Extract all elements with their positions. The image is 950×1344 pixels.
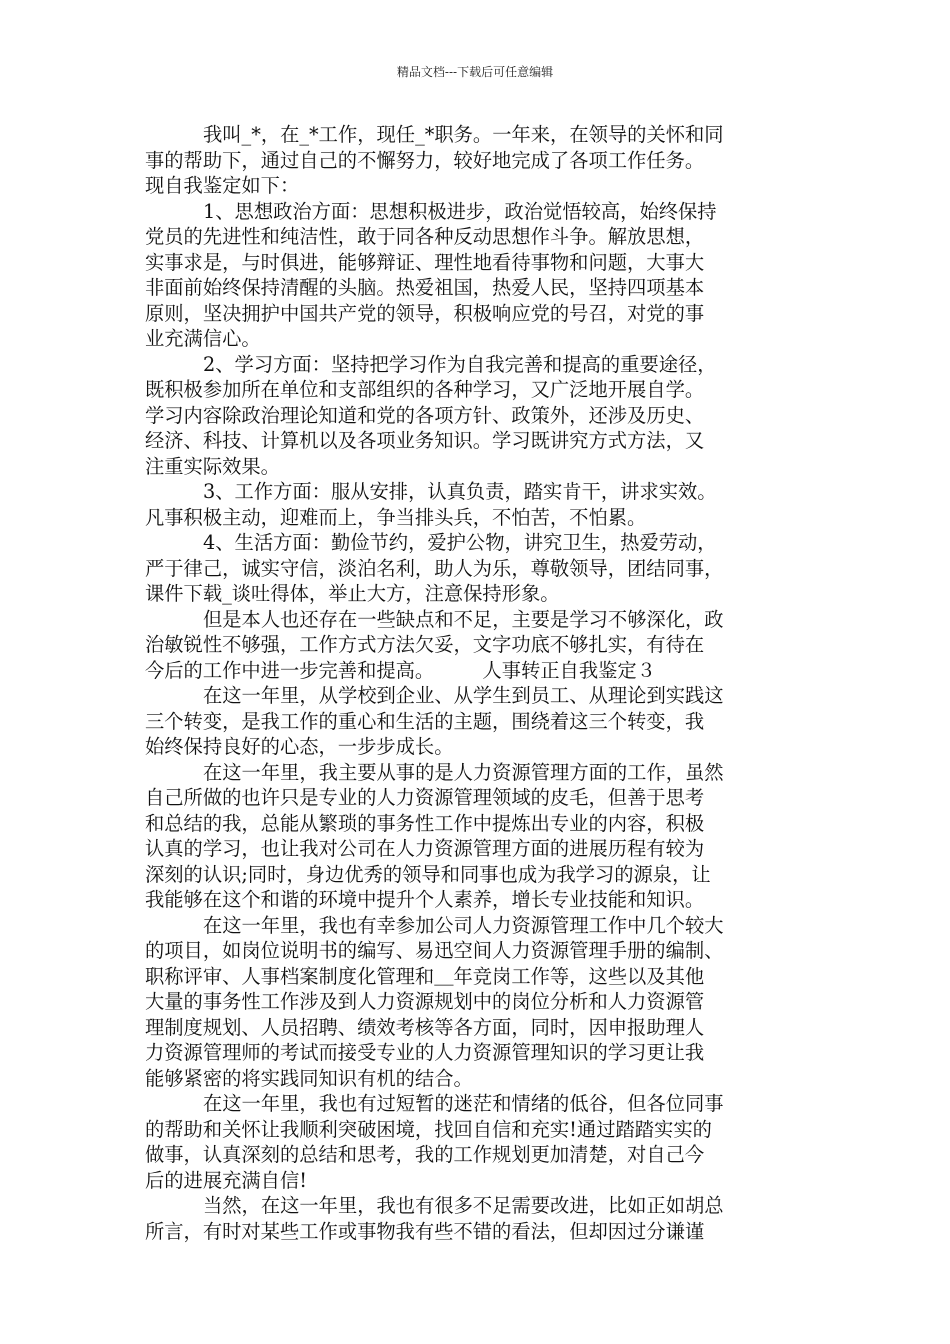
text-line: 的帮助和关怀让我顺利突破困境，找回自信和充实!通过踏踏实实的 xyxy=(145,1117,712,1141)
text-line: 自己所做的也许只是专业的人力资源管理领域的皮毛，但善于思考 xyxy=(145,786,705,809)
text-line: 非面前始终保持清醒的头脑。热爱祖国，热爱人民，坚持四项基本 xyxy=(145,276,705,299)
text-line: 深刻的认识;同时，身边优秀的领导和同事也成为我学习的源泉，让 xyxy=(145,862,711,886)
document-body xyxy=(145,122,805,1244)
text-line: 始终保持良好的心态，一步步成长。 xyxy=(145,735,454,758)
text-line: 后的进展充满自信! xyxy=(145,1168,307,1192)
text-line: 严于律己，诚实守信，淡泊名利，助人为乐，尊敬领导，团结同事， xyxy=(145,556,724,580)
text-line: 4、生活方面：勤俭节约，爱护公物，讲究卫生，热爱劳动， xyxy=(203,531,717,554)
text-line: 在这一年里，我也有过短暂的迷茫和情绪的低谷，但各位同事 xyxy=(203,1092,724,1115)
text-line: 事的帮助下，通过自己的不懈努力，较好地完成了各项工作任务。 xyxy=(145,148,705,172)
text-line: 凡事积极主动，迎难而上，争当排头兵，不怕苦，不怕累。 xyxy=(145,505,647,529)
text-line: 治敏锐性不够强，工作方式方法欠妥，文字功底不够扎实，有待在 xyxy=(145,633,705,656)
text-line: 认真的学习，也让我对公司在人力资源管理方面的进展历程有较为 xyxy=(145,837,705,860)
text-line: 1、思想政治方面：思想积极进步，政治觉悟较高，始终保持 xyxy=(203,199,717,223)
text-line: 我叫_*，在_*工作，现任_*职务。一年来，在领导的关怀和同 xyxy=(203,123,724,146)
text-line: 3、工作方面：服从安排，认真负责，踏实肯干，讲求实效。 xyxy=(203,480,717,503)
text-line: 业充满信心。 xyxy=(145,327,261,350)
text-line: 既积极参加所在单位和支部组织的各种学习，又广泛地开展自学。 xyxy=(145,378,705,401)
text-line: 在这一年里，我主要从事的是人力资源管理方面的工作，虽然 xyxy=(203,760,724,784)
text-line: 经济、科技、计算机以及各项业务知识。学习既讲究方式方法，又 xyxy=(145,429,705,452)
text-line: 职称评审、人事档案制度化管理和＿年竞岗工作等，这些以及其他 xyxy=(145,964,705,988)
text-line: 但是本人也还存在一些缺点和不足，主要是学习不够深化，政 xyxy=(203,607,724,631)
text-line: 课件下载_谈吐得体，举止大方，注意保持形象。 xyxy=(145,582,560,605)
text-line: 的项目，如岗位说明书的编写、易迅空间人力资源管理手册的编制、 xyxy=(145,939,724,962)
text-line: 实事求是，与时俱进，能够辩证、理性地看待事物和问题，大事大 xyxy=(145,250,705,274)
text-line: 能够紧密的将实践同知识有机的结合。 xyxy=(145,1066,473,1090)
text-line: 2、学习方面：坚持把学习作为自我完善和提高的重要途径， xyxy=(203,352,717,376)
text-line: 当然，在这一年里，我也有很多不足需要改进，比如正如胡总 xyxy=(203,1194,724,1217)
text-line: 理制度规划、人员招聘、绩效考核等各方面，同时，因申报助理人 xyxy=(145,1015,705,1039)
text-line: 和总结的我，总能从繁琐的事务性工作中提炼出专业的内容，积极 xyxy=(145,811,705,835)
text-line: 学习内容除政治理论知道和党的各项方针、政策外，还涉及历史、 xyxy=(145,403,705,427)
text-line: 力资源管理师的考试而接受专业的人力资源管理知识的学习更让我 xyxy=(145,1041,705,1064)
text-line: 做事，认真深刻的总结和思考，我的工作规划更加清楚，对自己今 xyxy=(145,1143,705,1166)
text-line: 我能够在这个和谐的环境中提升个人素养，增长专业技能和知识。 xyxy=(145,888,705,911)
text-line: 三个转变，是我工作的重心和生活的主题，围绕着这三个转变，我 xyxy=(145,709,705,733)
text-line: 在这一年里，从学校到企业、从学生到员工、从理论到实践这 xyxy=(203,684,724,707)
text-line: 大量的事务性工作涉及到人力资源规划中的岗位分析和人力资源管 xyxy=(145,990,705,1013)
text-line: 党员的先进性和纯洁性，敢于同各种反动思想作斗争。解放思想， xyxy=(145,225,705,248)
text-line: 现自我鉴定如下： xyxy=(145,174,300,197)
text-line: 原则，坚决拥护中国共产党的领导，积极响应党的号召，对党的事 xyxy=(145,301,705,325)
text-line: 在这一年里，我也有幸参加公司人力资源管理工作中几个较大 xyxy=(203,913,724,937)
text-line: 所言，有时对某些工作或事物我有些不错的看法，但却因过分谦谨 xyxy=(145,1219,705,1243)
text-line: 今后的工作中进一步完善和提高。 人事转正自我鉴定３ xyxy=(145,658,656,682)
text-line: 注重实际效果。 xyxy=(145,454,280,478)
page-header: 精品文档---下载后可任意编辑 xyxy=(396,65,554,79)
